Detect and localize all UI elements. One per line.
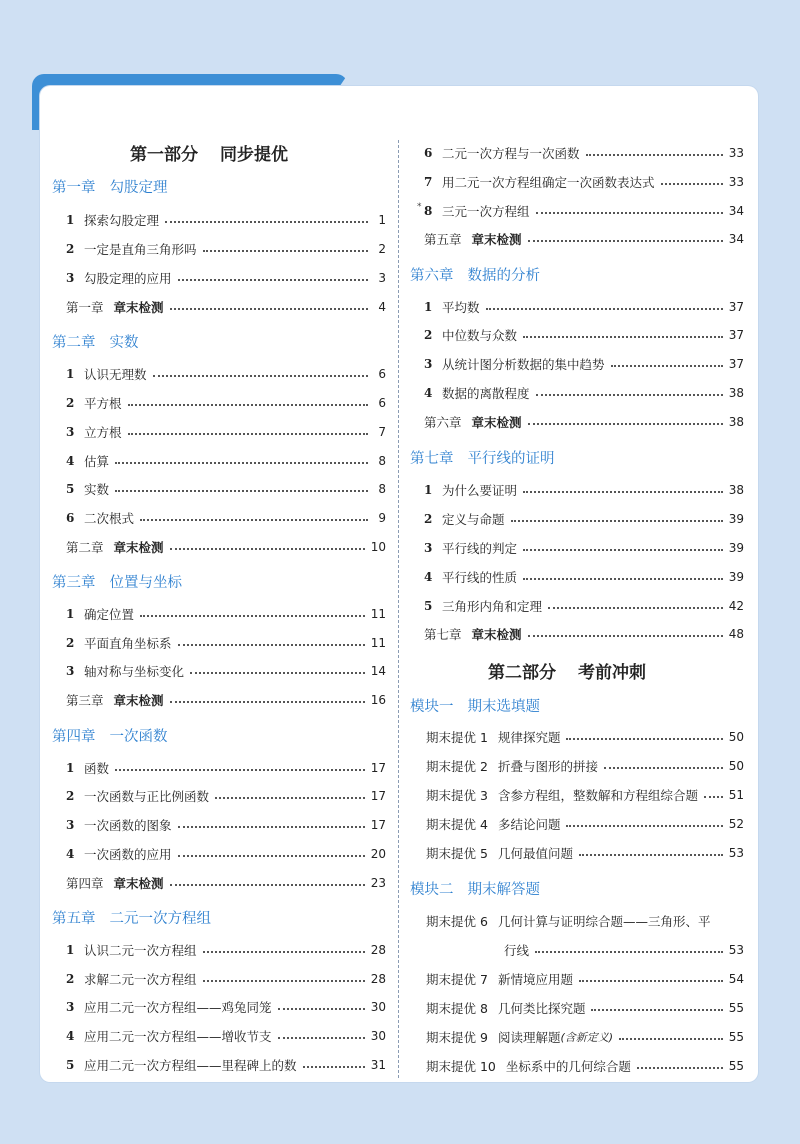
module-1-heading: 模块一 期末选填题: [410, 699, 540, 715]
toc-entry[interactable]: 期末提优 3 含参方程组，整数解和方程组综合题 51: [426, 788, 744, 803]
toc-chapter-review[interactable]: 第三章 章末检测 16: [66, 693, 386, 708]
toc-chapter-review[interactable]: 第六章 章末检测 38: [424, 415, 744, 430]
toc-entry[interactable]: 5 应用二元一次方程组——里程碑上的数 31: [66, 1058, 386, 1073]
toc-entry[interactable]: 1 认识二元一次方程组 28: [66, 943, 386, 958]
toc-entry[interactable]: 期末提优 1 规律探究题 50: [426, 730, 744, 745]
toc-entry[interactable]: 4 应用二元一次方程组——增收节支 30: [66, 1029, 386, 1044]
toc-entry[interactable]: 5 三角形内角和定理 42: [424, 599, 744, 614]
toc-entry[interactable]: 2 平方根 6: [66, 396, 386, 411]
toc-chapter-review[interactable]: 第二章 章末检测 10: [66, 540, 386, 555]
module-2-heading: 模块二 期末解答题: [410, 882, 540, 898]
toc-entry[interactable]: 2 一次函数与正比例函数 17: [66, 789, 386, 804]
toc-entry-multiline[interactable]: 期末提优 6 几何计算与证明综合题——三角形、平: [426, 914, 711, 929]
toc-entry[interactable]: 6 二次根式 9: [66, 511, 386, 526]
chapter-7-heading: 第七章 平行线的证明: [410, 451, 555, 467]
toc-entry[interactable]: 3 平行线的判定 39: [424, 541, 744, 556]
chapter-5-heading: 第五章 二元一次方程组: [52, 911, 211, 927]
toc-entry[interactable]: 3 勾股定理的应用 3: [66, 271, 386, 286]
toc-entry[interactable]: 期末提优 9 阅读理解题 (含新定义) 55: [426, 1030, 744, 1045]
toc-entry[interactable]: 2 定义与命题 39: [424, 512, 744, 527]
optional-star-mark: *: [417, 202, 422, 212]
toc-entry[interactable]: 3 立方根 7: [66, 425, 386, 440]
toc-entry[interactable]: 5 实数 8: [66, 482, 386, 497]
toc-entry[interactable]: 3 轴对称与坐标变化 14: [66, 664, 386, 679]
chapter-6-heading: 第六章 数据的分析: [410, 268, 540, 284]
toc-entry[interactable]: 期末提优 2 折叠与图形的拼接 50: [426, 759, 744, 774]
toc-entry[interactable]: 2 求解二元一次方程组 28: [66, 972, 386, 987]
chapter-2-heading: 第二章 实数: [52, 335, 139, 351]
toc-entry[interactable]: 期末提优 4 多结论问题 52: [426, 817, 744, 832]
toc-entry[interactable]: 期末提优 7 新情境应用题 54: [426, 972, 744, 987]
toc-entry[interactable]: 1 确定位置 11: [66, 607, 386, 622]
toc-entry[interactable]: 7 用二元一次方程组确定一次函数表达式 33: [424, 175, 744, 190]
toc-entry[interactable]: 1 函数 17: [66, 761, 386, 776]
toc-entry[interactable]: 1 为什么要证明 38: [424, 483, 744, 498]
part-two-heading: 第二部分 考前冲刺: [488, 663, 646, 683]
toc-entry[interactable]: 2 中位数与众数 37: [424, 328, 744, 343]
toc-entry[interactable]: 2 平面直角坐标系 11: [66, 636, 386, 651]
toc-entry[interactable]: 1 平均数 37: [424, 300, 744, 315]
chapter-3-heading: 第三章 位置与坐标: [52, 575, 182, 591]
chapter-1-heading: 第一章 勾股定理: [52, 180, 168, 196]
toc-entry[interactable]: 2 一定是直角三角形吗 2: [66, 242, 386, 257]
chapter-4-heading: 第四章 一次函数: [52, 729, 168, 745]
toc-entry[interactable]: 4 估算 8: [66, 454, 386, 469]
toc-chapter-review[interactable]: 第一章 章末检测 4: [66, 300, 386, 315]
toc-entry[interactable]: 3 一次函数的图象 17: [66, 818, 386, 833]
toc-entry[interactable]: 1 探索勾股定理 1: [66, 213, 386, 228]
toc-entry-continuation[interactable]: 行线 53: [504, 943, 744, 958]
toc-entry[interactable]: 期末提优 5 几何最值问题 53: [426, 846, 744, 861]
toc-chapter-review[interactable]: 第七章 章末检测 48: [424, 627, 744, 642]
toc-entry[interactable]: 3 从统计图分析数据的集中趋势 37: [424, 357, 744, 372]
toc-entry[interactable]: 6 二元一次方程与一次函数 33: [424, 146, 744, 161]
toc-entry[interactable]: 4 一次函数的应用 20: [66, 847, 386, 862]
toc-entry[interactable]: 4 数据的离散程度 38: [424, 386, 744, 401]
toc-entry[interactable]: 8 三元一次方程组 34: [424, 204, 744, 219]
toc-chapter-review[interactable]: 第五章 章末检测 34: [424, 232, 744, 247]
toc-entry[interactable]: 1 认识无理数 6: [66, 367, 386, 382]
toc-entry[interactable]: 期末提优 10 坐标系中的几何综合题 55: [426, 1059, 744, 1074]
toc-chapter-review[interactable]: 第四章 章末检测 23: [66, 876, 386, 891]
column-divider: [398, 140, 399, 1078]
toc-entry[interactable]: 4 平行线的性质 39: [424, 570, 744, 585]
part-one-heading: 第一部分 同步提优: [130, 145, 288, 165]
toc-entry[interactable]: 3 应用二元一次方程组——鸡兔同笼 30: [66, 1000, 386, 1015]
toc-entry[interactable]: 期末提优 8 几何类比探究题 55: [426, 1001, 744, 1016]
